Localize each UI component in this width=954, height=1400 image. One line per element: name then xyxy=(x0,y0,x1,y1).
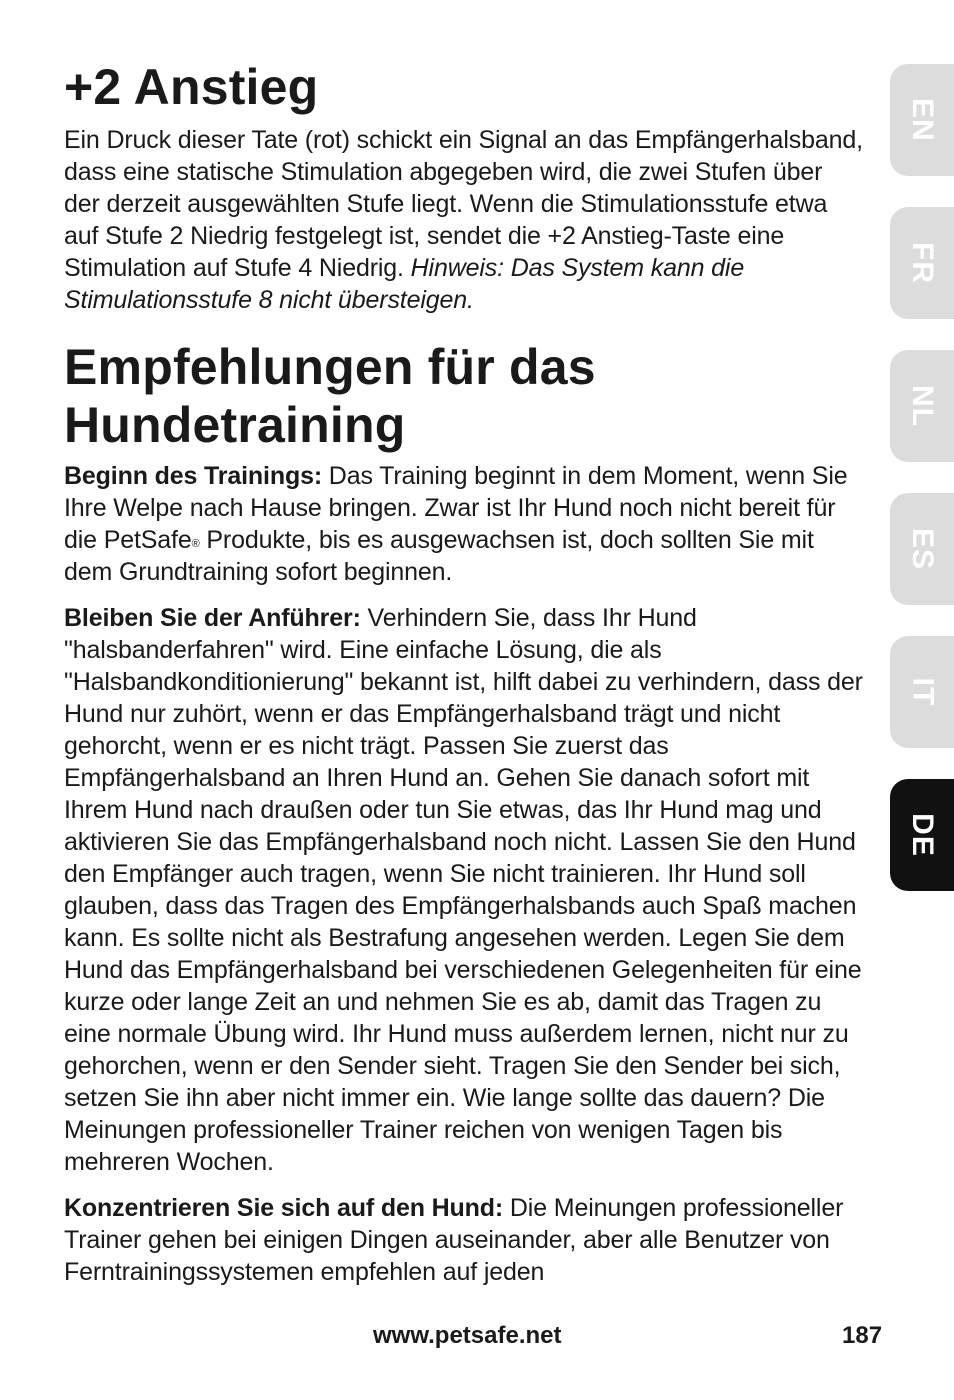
paragraph-beginn xyxy=(64,460,864,588)
anstieg-paragraph xyxy=(64,124,864,316)
anstieg-note: Hinweis: Das System kann die Stimulationsstufe 8 nicht übersteigen. xyxy=(64,254,745,314)
lead-konzentrieren: Konzentrieren Sie sich auf den Hund: xyxy=(64,1194,504,1222)
tab-en[interactable] xyxy=(890,64,954,176)
text-beginn-2: Produkte, bis es ausgewachsen ist, doch sollten Sie mit dem Grundtraining sofort beginnen. xyxy=(64,526,814,586)
lead-beginn: Beginn des Trainings: xyxy=(64,462,322,490)
tab-it-label: IT xyxy=(905,677,939,707)
paragraph-anfuehrer xyxy=(64,602,864,1178)
tab-nl-label: NL xyxy=(906,385,939,427)
tab-en-label: EN xyxy=(906,98,939,142)
paragraph-konzentrieren xyxy=(64,1192,864,1288)
tab-fr-label: FR xyxy=(906,242,939,284)
tab-de-label: DE xyxy=(906,813,939,857)
section-title-anstieg: +2 Anstieg xyxy=(64,59,319,115)
tab-de[interactable] xyxy=(890,779,954,891)
tab-es-label: ES xyxy=(906,527,939,571)
page-footer xyxy=(0,1322,954,1356)
text-konzentrieren: Die Meinungen professioneller Trainer gehen bei einigen Dingen auseinander, aber alle Benutzer von Ferntrainingssystemen empfehlen auf jeden xyxy=(64,1194,844,1286)
footer-url[interactable]: www.petsafe.net xyxy=(373,1322,562,1349)
tab-it[interactable] xyxy=(890,636,954,748)
tab-nl[interactable] xyxy=(890,350,954,462)
tab-fr[interactable] xyxy=(890,207,954,319)
text-beginn-1: Das Training beginnt in dem Moment, wenn Sie Ihre Welpe nach Hause bringen. Zwar ist Ihr Hund noch nicht bereit für die PetSafe xyxy=(64,462,848,554)
section-title-training: Empfehlungen für das Hundetraining xyxy=(64,339,596,453)
anstieg-body: Ein Druck dieser Tate (rot) schickt ein Signal an das Empfängerhalsband, dass eine statische Stimulation abgegeben wird, die zwei Stufen über der derzeit ausgewählten Stufe liegt. Wenn die Stimulationsstufe etwa auf Stufe 2 Niedrig festgelegt ist, sendet die +2 Anstieg-Taste eine Stimulation auf Stufe 4 Niedrig. xyxy=(64,126,863,282)
page-number: 187 xyxy=(842,1322,883,1349)
registered-mark: ® xyxy=(191,538,200,550)
page-content xyxy=(64,58,864,1288)
lead-anfuehrer: Bleiben Sie der Anführer: xyxy=(64,604,361,632)
text-anfuehrer: Verhindern Sie, dass Ihr Hund "halsbanderfahren" wird. Eine einfache Lösung, die als "Halsbandkonditionierung" bekannt ist, hilft dabei zu verhindern, dass der Hund nur zuhört, wenn er das Empfängerhalsband trägt und nicht gehorcht, wenn er es nicht trägt. Passen Sie zuerst das Empfängerhalsband an Ihren Hund an. Gehen Sie danach sofort mit Ihrem Hund nach draußen oder tun Sie etwas, das Ihr Hund mag und aktivieren Sie das Empfängerhalsband noch nicht. Lassen Sie den Hund den Empfänger auch tragen, wenn Sie nicht trainieren. Ihr Hund soll glauben, dass das Tragen des Empfängerhalsbands auch Spaß machen kann. Es sollte nicht als Bestrafung angesehen werden. Legen Sie dem Hund das Empfängerhalsband bei verschiedenen Gelegenheiten für eine kurze oder lange Zeit an und nehmen Sie es ab, damit das Tragen zu eine normale Übung wird. Ihr Hund muss außerdem lernen, nicht nur zu gehorchen, wenn er den Sender sieht. Tragen Sie den Sender bei sich, setzen Sie ihn aber nicht immer ein. Wie lange sollte das dauern? Die Meinungen professioneller Trainer reichen von wenigen Tagen bis mehreren Wochen. xyxy=(64,604,863,1176)
language-tabs xyxy=(890,64,954,922)
tab-es[interactable] xyxy=(890,493,954,605)
